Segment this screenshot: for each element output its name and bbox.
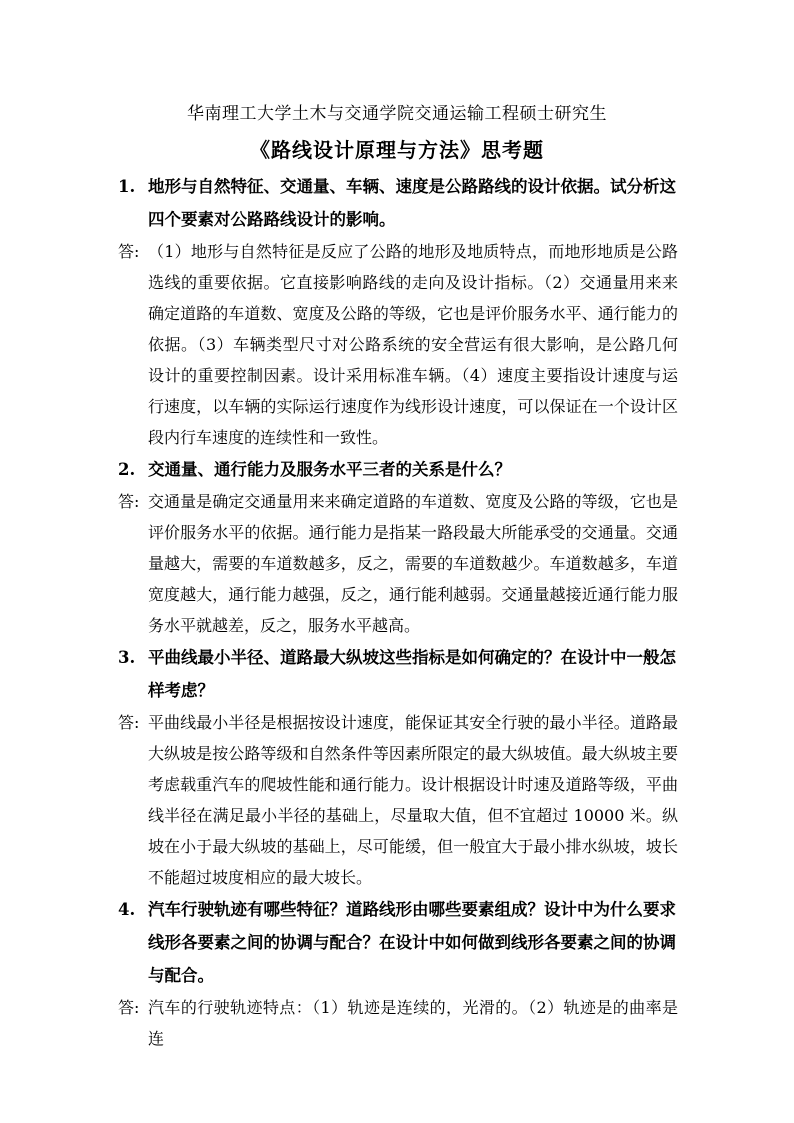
question-3 — [118, 641, 678, 707]
answer-text: 平曲线最小半径是根据按设计速度，能保证其安全行驶的最小半径。道路最大纵坡是按公路等级和自然条件等因素所限定的最大纵坡值。最大纵坡主要考虑载重汽车的爬坡性能和通行能力。设计根据设计时速及道路等级，平曲线半径在满足最小半径的基础上，尽量取大值，但不宜超过 10000 米。纵坡在小于最大纵坡的基础上，尽可能缓，但一般宜大于最小排水纵坡，坡长不能超过坡度相应的最大坡长。 — [148, 713, 678, 887]
question-text: 地形与自然特征、交通量、车辆、速度是公路路线的设计依据。试分析这四个要素对公路路线设计的影响。 — [148, 177, 676, 229]
question-number: 1. — [118, 177, 136, 196]
answer-label: 答: — [118, 998, 140, 1017]
institution-header: 华南理工大学土木与交通学院交通运输工程硕士研究生 — [187, 104, 607, 124]
question-number: 3. — [118, 648, 136, 667]
answer-text: 汽车的行驶轨迹特点：（1）轨迹是连续的，光滑的。（2）轨迹是的曲率是连 — [148, 998, 678, 1048]
question-4 — [118, 893, 678, 992]
question-text: 汽车行驶轨迹有哪些特征？道路线形由哪些要素组成？设计中为什么要求线形各要素之间的协调与配合？在设计中如何做到线形各要素之间的协调与配合。 — [148, 900, 676, 985]
question-text: 交通量、通行能力及服务水平三者的关系是什么？ — [148, 460, 511, 479]
answer-label: 答: — [118, 713, 140, 732]
answer-1 — [118, 236, 678, 453]
answer-label: 答: — [118, 492, 140, 511]
answer-4 — [118, 992, 678, 1054]
question-1 — [118, 170, 678, 236]
question-2 — [118, 453, 678, 486]
document-title: 《路线设计原理与方法》思考题 — [250, 138, 544, 162]
question-number: 2. — [118, 460, 136, 479]
answer-3 — [118, 707, 678, 893]
answer-text: （1）地形与自然特征是反应了公路的地形及地质特点，而地形地质是公路选线的重要依据。它直接影响路线的走向及设计指标。（2）交通量用来来确定道路的车道数、宽度及公路的等级，它也是评价服务水平、通行能力的依据。（3）车辆类型尺寸对公路系统的安全营运有很大影响，是公路几何设计的重要控制因素。设计采用标准车辆。（4）速度主要指设计速度与运行速度，以车辆的实际运行速度作为线形设计速度，可以保证在一个设计区段内行车速度的连续性和一致性。 — [148, 242, 678, 447]
answer-label: 答: — [118, 242, 140, 261]
question-text: 平曲线最小半径、道路最大纵坡这些指标是如何确定的？在设计中一般怎样考虑？ — [148, 648, 676, 700]
document-body — [118, 170, 678, 1054]
question-number: 4. — [118, 900, 136, 919]
answer-text: 交通量是确定交通量用来来确定道路的车道数、宽度及公路的等级，它也是评价服务水平的依据。通行能力是指某一路段最大所能承受的交通量。交通量越大，需要的车道数越多，反之，需要的车道数越少。车道数越多，车道宽度越大，通行能力越强，反之，通行能利越弱。交通量越接近通行能力服务水平就越差，反之，服务水平越高。 — [148, 492, 678, 635]
answer-2 — [118, 486, 678, 641]
